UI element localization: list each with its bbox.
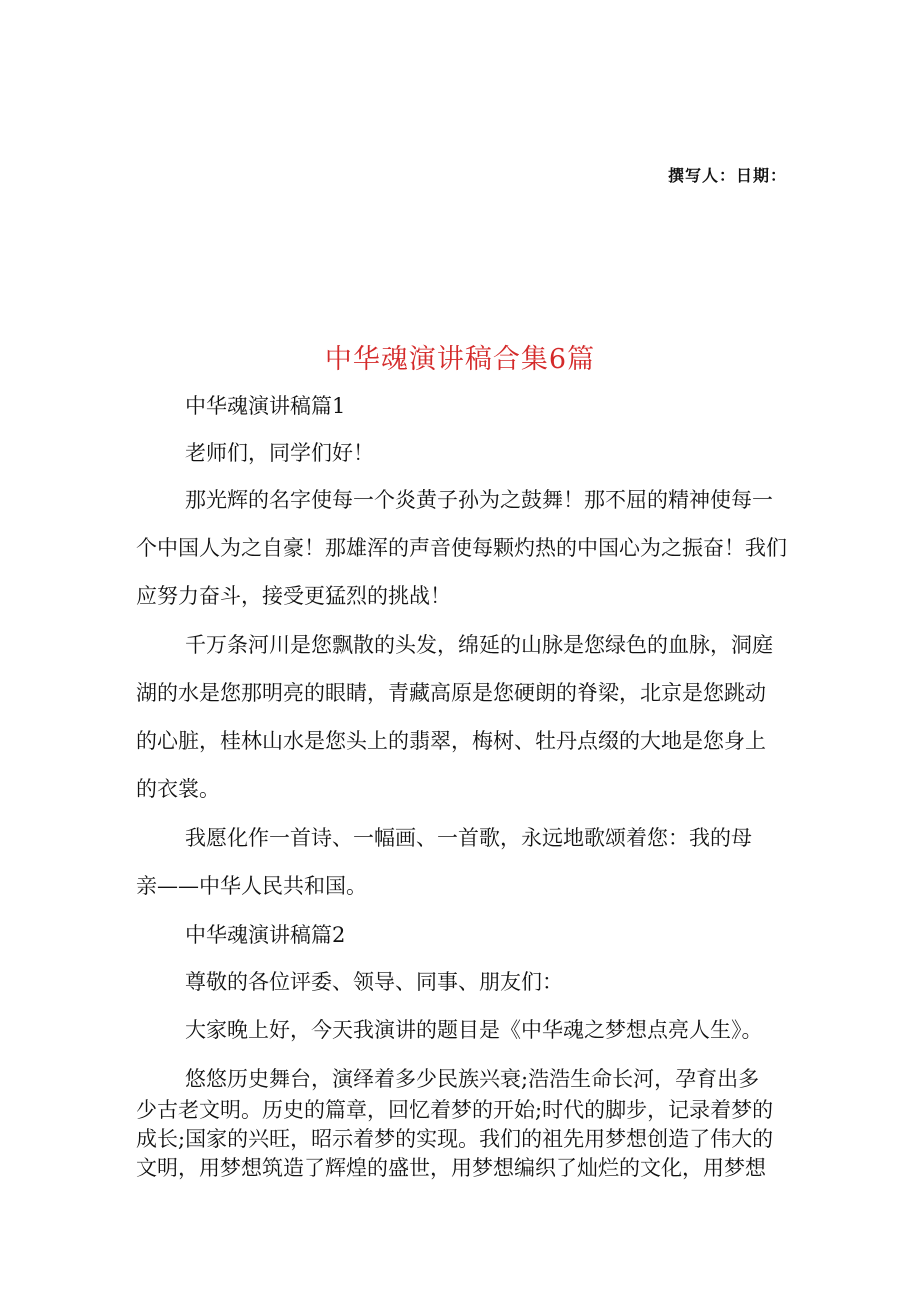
paragraph-line: 文明，用梦想筑造了辉煌的盛世，用梦想编织了灿烂的文化，用梦想: [136, 1156, 766, 1180]
paragraph-line: 千万条河川是您飘散的头发，绵延的山脉是您绿色的血脉，洞庭: [185, 633, 773, 657]
paragraph-line: 少古老文明。历史的篇章，回忆着梦的开始;时代的脚步，记录着梦的: [136, 1098, 774, 1122]
greeting-line: 尊敬的各位评委、领导、同事、朋友们：: [185, 970, 563, 994]
paragraph-line: 大家晚上好，今天我演讲的题目是《中华魂之梦想点亮人生》。: [185, 1018, 763, 1042]
greeting-line: 老师们，同学们好！: [185, 441, 374, 465]
paragraph-line: 我愿化作一首诗、一幅画、一首歌，永远地歌颂着您：我的母: [185, 826, 752, 850]
paragraph-line: 那光辉的名字使每一个炎黄子孙为之鼓舞！那不屈的精神使每一: [185, 488, 773, 512]
paragraph-line: 个中国人为之自豪！那雄浑的声音使每颗灼热的中国心为之振奋！我们: [136, 536, 787, 560]
paragraph-line: 湖的水是您那明亮的眼睛，青藏高原是您硬朗的脊梁，北京是您跳动: [136, 681, 766, 705]
paragraph-line: 亲——中华人民共和国。: [136, 874, 367, 898]
paragraph-line: 悠悠历史舞台，演绎着多少民族兴衰;浩浩生命长河，孕育出多: [185, 1067, 760, 1091]
section-heading-2: 中华魂演讲稿篇2: [185, 923, 346, 947]
paragraph-line: 应努力奋斗，接受更猛烈的挑战！: [136, 584, 451, 608]
section-heading-1: 中华魂演讲稿篇1: [185, 394, 346, 418]
author-date-line: 撰写人：日期：: [668, 166, 788, 185]
paragraph-line: 的衣裳。: [136, 777, 220, 801]
paragraph-line: 的心脏，桂林山水是您头上的翡翠，梅树、牡丹点缀的大地是您身上: [136, 729, 766, 753]
paragraph-line: 成长;国家的兴旺，昭示着梦的实现。我们的祖先用梦想创造了伟大的: [136, 1127, 774, 1151]
document-title: 中华魂演讲稿合集6篇: [324, 344, 596, 375]
